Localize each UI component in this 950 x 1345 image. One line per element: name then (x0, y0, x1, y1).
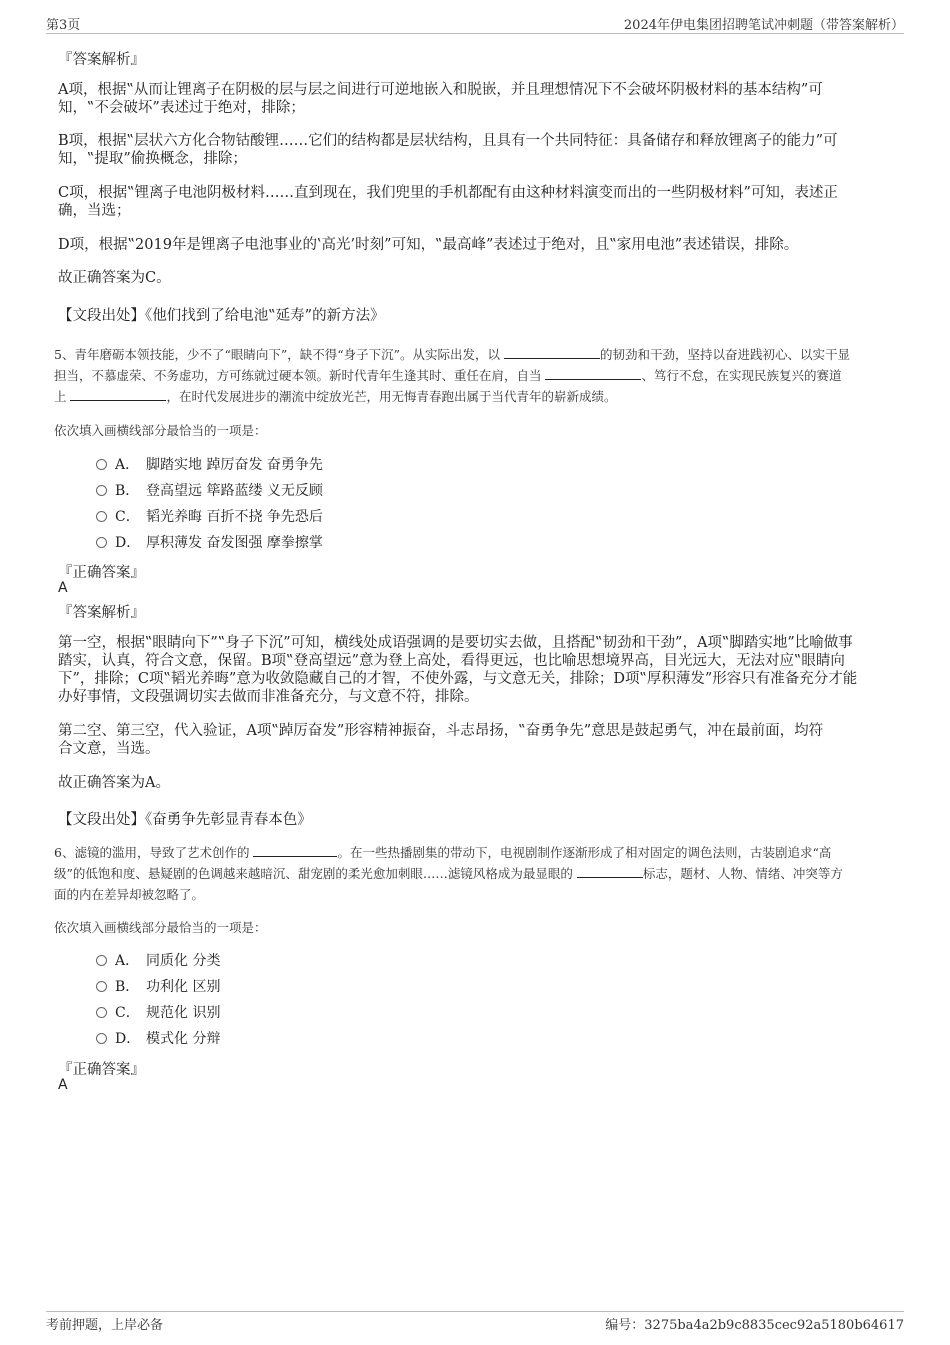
radio-icon[interactable] (96, 1033, 107, 1044)
analysis-paragraph-2: 第二空、第三空，代入验证，A项‟踔厉奋发”形容精神振奋，斗志昂扬，‟奋勇争先”意思是鼓起勇气，冲在最前面，均符 合文意，当选。 (58, 723, 824, 757)
blank-3 (70, 387, 166, 401)
q6-option-d[interactable]: D． 模式化 分辩 (96, 1029, 220, 1049)
document-title: 2024年伊电集团招聘笔试冲刺题（带答案解析） (623, 18, 904, 33)
analysis-item-a: A项，根据‟从而让锂离子在阴极的层与层之间进行可逆地嵌入和脱嵌，并且理想情况下不会破坏阴极材料的基本结构”可 知，‟不会破坏”表述过于绝对，排除； (58, 82, 823, 116)
radio-icon[interactable] (96, 511, 107, 522)
page-header (46, 14, 904, 32)
footer-divider (46, 1311, 904, 1312)
correct-answer-label: 『正确答案』 (58, 565, 145, 581)
radio-icon[interactable] (96, 459, 107, 470)
radio-icon[interactable] (96, 981, 107, 992)
question-6-stem: 6、滤镜的滥用，导致了艺术创作的 。在一些热播剧集的带动下，电视剧制作逐渐形成了相对固定的调色法则，古装剧追求“高 级”的低饱和度、悬疑剧的色调越来越暗沉、甜宠剧的柔光愈加刺眼……滤镜风格成为最显眼的 标志，题材、人物、情绪、冲突等方 面的内在差异却被忽略了。 (54, 845, 843, 902)
correct-answer: A (58, 580, 68, 596)
radio-icon[interactable] (96, 955, 107, 966)
question-5-stem: 5、青年磨砺本领技能，少不了“眼睛向下”，缺不得“身子下沉”。从实际出发，以 的韧劲和干劲，坚持以奋进践初心、以实干显 担当，不慕虚荣、不务虚功，方可练就过硬本领。新时代青年生逢其时、重任在肩，自当 、笃行不怠，在实现民族复兴的赛道 上 ，在时代发展进步的潮流中绽放光芒，用无悔青春跑出属于当代青年的崭新成绩。 (54, 347, 851, 404)
analysis-label: 『答案解析』 (58, 52, 145, 68)
conclusion: 故正确答案为A。 (58, 775, 170, 791)
q5-option-d[interactable]: D． 厚积薄发 奋发图强 摩拳擦掌 (96, 533, 323, 553)
q5-option-b[interactable]: B． 登高望远 筚路蓝缕 义无反顾 (96, 481, 323, 501)
radio-icon[interactable] (96, 1007, 107, 1018)
blank-2 (545, 366, 641, 380)
q5-option-c[interactable]: C． 韬光养晦 百折不挠 争先恐后 (96, 507, 323, 527)
footer-slogan: 考前押题，上岸必备 (46, 1318, 164, 1333)
correct-answer: A (58, 1077, 68, 1093)
blank-1 (504, 345, 600, 359)
blank-1 (253, 843, 337, 857)
q5-option-a[interactable]: A． 脚踏实地 踔厉奋发 奋勇争先 (96, 455, 323, 475)
source-citation: 【文段出处】《他们找到了给电池‟延寿”的新方法》 (58, 308, 385, 324)
conclusion: 故正确答案为C。 (58, 270, 171, 286)
analysis-paragraph-1: 第一空，根据‟眼睛向下”‟身子下沉”可知，横线处成语强调的是要切实去做，且搭配‟韧劲和干劲”，A项‟脚踏实地”比喻做事 踏实，认真，符合文意，保留。B项‟登高望远”意为登上高处，看得更远，也比喻思想境界高，目光远大，无法对应‟眼睛向 下”，排除；C项‟韬光养晦”意为收敛隐藏自己的才智，不使外露，与文意无关，排除；D项‟厚积薄发”形容只有准备充分才能 办好事情，文段强调切实去做而非准备充分，与文意不符，排除。 (58, 635, 858, 705)
blank-2 (577, 864, 643, 878)
radio-icon[interactable] (96, 537, 107, 548)
q6-option-c[interactable]: C． 规范化 识别 (96, 1003, 220, 1023)
question-5-prompt: 依次填入画横线部分最恰当的一项是： (54, 423, 267, 438)
radio-icon[interactable] (96, 485, 107, 496)
question-6-prompt: 依次填入画横线部分最恰当的一项是： (54, 920, 267, 935)
q6-option-a[interactable]: A． 同质化 分类 (96, 951, 220, 971)
analysis-label: 『答案解析』 (58, 605, 145, 621)
page-number: 第3页 (46, 18, 81, 33)
document-id: 编号：3275ba4a2b9c8835cec92a5180b64617 (605, 1318, 904, 1333)
header-divider (46, 33, 904, 34)
q6-option-b[interactable]: B． 功利化 区别 (96, 977, 220, 997)
analysis-item-d: D项，根据‟2019年是锂离子电池事业的‛高光’时刻”可知，‟最高峰”表述过于绝对，且‟家用电池”表述错误，排除。 (58, 237, 799, 253)
analysis-item-c: C项，根据‟锂离子电池阴极材料……直到现在，我们兜里的手机都配有由这种材料演变而出的一些阴极材料”可知，表述正 确，当选； (58, 185, 838, 219)
analysis-item-b: B项，根据‟层状六方化合物钴酸锂……它们的结构都是层状结构，且具有一个共同特征：具备储存和释放锂离子的能力”可 知，‟提取”偷换概念，排除； (58, 133, 838, 167)
correct-answer-label: 『正确答案』 (58, 1062, 145, 1078)
source-citation: 【文段出处】《奋勇争先彰显青春本色》 (58, 812, 312, 828)
